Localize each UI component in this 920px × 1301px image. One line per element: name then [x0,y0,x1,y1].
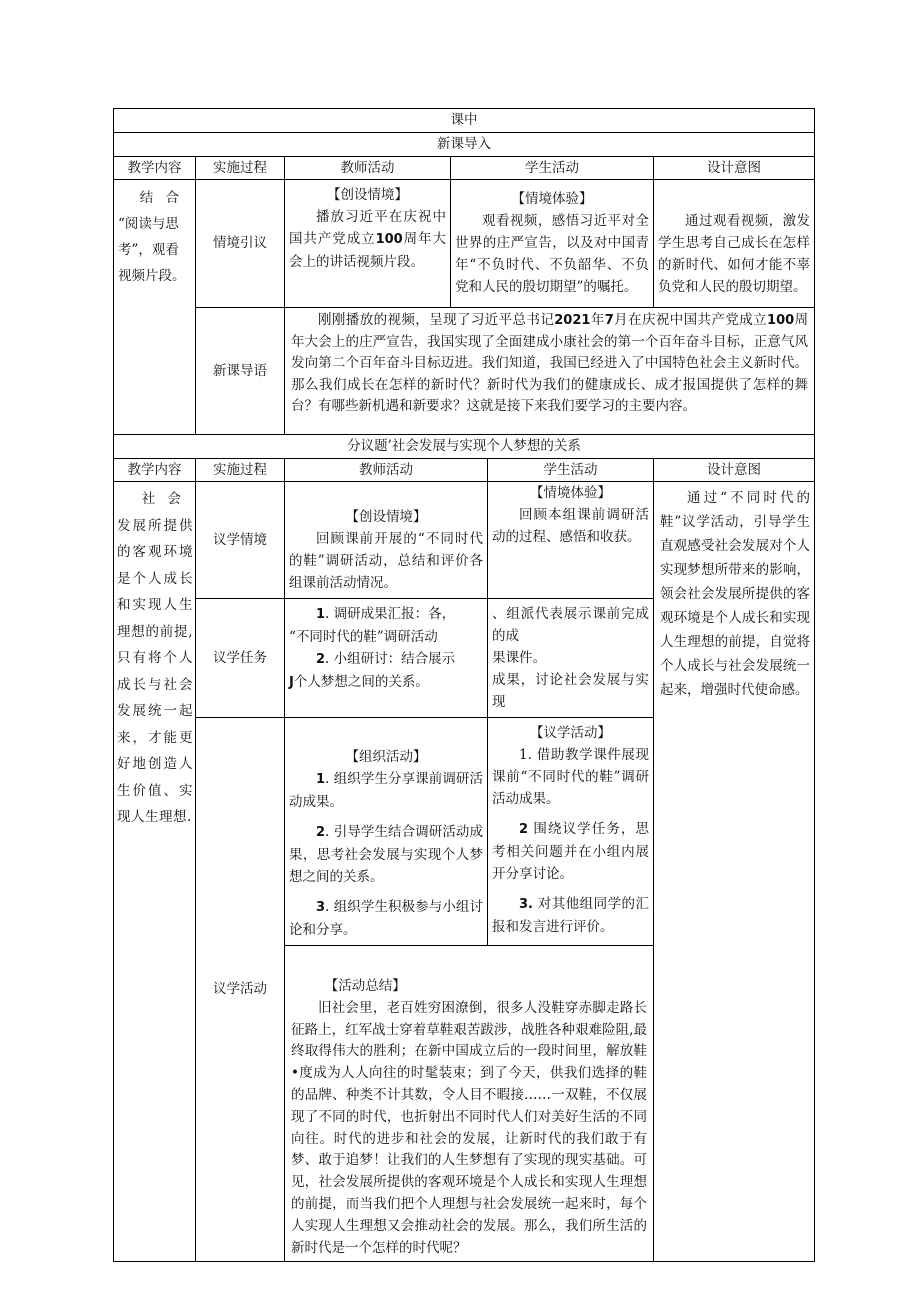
teacher-activity-cell [285,180,451,308]
process-yixue-renwu: 议学任务 [196,599,285,718]
header-student: 学生活动 [488,459,654,482]
intro-speech-text: 刚刚播放的视频，呈现了习近平总书记2021年7月在庆祝中国共产党成立100周年大会上的庄严宣告，我国实现了全面建成小康社会的第一个百年奋斗目标，正意气风发向第二个百年奋斗目标迈进。我们知道，我国已经进入了中国特色社会主义新时代。那么我们成长在怎样的新时代？新时代为我们的健康成长、成才报国提供了怎样的舞台？有哪些新机遇和新要求？这就是接下来我们要学习的主要内容。 [291,312,809,414]
teacher-activity-text: 回顾课前开展的“不同时代的鞋”调研活动，总结和评价各组课前活动情况。 [289,531,483,591]
activity-summary-cell [285,946,654,1262]
student-activity-text: 回顾本组课前调研活动的过程、感悟和收获。 [492,507,649,545]
part1-content-line: 视频片段。 [118,268,186,284]
teacher-activity-text: 播放习近平在庆祝中国共产党成立100周年大会上的讲话视频片段。 [289,209,447,270]
process-yixue-qingjing: 议学情境 [196,482,285,599]
task-item-2-cont: J个人梦想之间的关系。 [289,674,429,690]
process-qingjing-yinyi: 情境引议 [196,180,285,308]
lesson-plan-table [113,108,815,1262]
part1-title: 新课导入 [114,133,815,157]
part2-title: 分议题’社会发展与实现个人梦想的关系 [114,435,815,459]
task-item-2: 2. 小组研讨：结合展示 [316,651,456,667]
design-intent-text: 通过观看视频，激发学生思考自己成长在怎样的新时代、如何才能不辜负党和人民的殷切期望。 [658,213,811,295]
task-student-cell [488,599,654,718]
header-teacher: 教师活动 [285,459,488,482]
task-student-line: 、组派代表展示课前完成的成 [492,606,649,644]
header-student: 学生活动 [451,157,654,180]
student-activity-text: 观看视频，感悟习近平对全世界的庄严宣告，以及对中国青年“不负时代、不负韶华、不负党和人民的殷切期望”的嘱托。 [455,213,649,295]
task-item-1-cont: “不同时代的鞋”调研活动 [289,629,438,645]
design-intent-cell [654,180,815,308]
teacher-activity-title: 【创设情境】 [327,187,408,203]
process-yixue-huodong: 议学活动 [196,718,285,1262]
task-item-1: 1. 调研成果汇报：各， [316,606,456,622]
discussion-item: 2 围绕议学任务，思考相关问题并在小组内展开分享讨论。 [492,821,649,882]
header-process: 实施过程 [196,157,285,180]
task-student-line: 成果，讨论社会发展与实现 [492,672,649,710]
header-intent: 设计意图 [654,459,815,482]
section-title: 课中 [114,109,815,133]
part2-content-cell [114,482,196,1262]
header-content: 教学内容 [114,157,196,180]
header-process: 实施过程 [196,459,285,482]
organize-item: 2. 引导学生结合调研活动成果，思考社会发展与实现个人梦想之间的关系。 [289,824,483,885]
part1-content-cell [114,180,196,435]
discussion-item: 3. 对其他组同学的汇报和发言进行评价。 [492,896,649,935]
part1-content-line: 考”，观看 [118,242,179,258]
design-intent-cell [654,482,815,1262]
discussion-activity-cell [488,718,654,946]
part2-content-text: 发展所提供的客观环境是个人成长和实现人生理想的前提,只有将个人成长与社会发展统一起来，才能更好地创造人生价值、实现人生理想. [117,517,193,825]
student-activity-cell [451,180,654,308]
discussion-item: 1. 借助教学课件展现课前“不同时代的鞋”调研活动成果。 [492,747,649,807]
task-student-line: 果课件。 [492,650,546,666]
header-teacher: 教师活动 [285,157,451,180]
header-intent: 设计意图 [654,157,815,180]
discussion-activity-title: 【议学活动】 [530,725,611,741]
teacher-activity-title: 【创设情境】 [345,509,427,525]
process-xinke-daoyu: 新课导语 [196,308,285,435]
design-intent-text: 通过“不同时代的鞋”议学活动，引导学生直观感受社会发展对个人实现梦想所带来的影响，领会社会发展所提供的客观环境是个人成长和实现人生理想的前提，自觉将个人成长与社会发展统一起来，增强时代使命感。 [660,490,811,698]
part1-content-line: 结 合 [139,190,183,206]
activity-summary-title: 【活动总结】 [324,978,406,994]
student-activity-cell [488,482,654,599]
organize-item: 3. 组织学生积极参与小组讨论和分享。 [289,899,483,938]
organize-activity-title: 【组织活动】 [345,749,427,765]
organize-item: 1. 组织学生分享课前调研活动成果。 [289,771,483,810]
part1-content-line: “阅读与思 [118,216,179,232]
task-teacher-cell [285,599,488,718]
header-content: 教学内容 [114,459,196,482]
intro-speech-cell [285,308,815,435]
teacher-activity-cell [285,482,488,599]
student-activity-title: 【情境体验】 [530,485,611,501]
student-activity-title: 【情境体验】 [511,191,593,207]
lesson-plan-sheet [113,108,814,1262]
activity-summary-text: 旧社会里，老百姓穷困潦倒，很多人没鞋穿赤脚走路长征路上，红军战士穿着草鞋艰苦跋涉，战胜各种艰难险阻,最终取得伟大的胜利；在新中国成立后的一段时间里，解放鞋•度成为人人向往的时髦装束；到了今天，供我们选择的鞋的品牌、种类不计其数，令人目不暇接……一双鞋，不仅展现了不同的时代，也折射出不同时代人们对美好生活的不同向往。时代的进步和社会的发展，让新时代的我们敢于有梦、敢于追梦！让我们的人生梦想有了实现的现实基础。可见，社会发展所提供的客观环境是个人成长和实现人生理想的前提，而当我们把个人理想与社会发展统一起来时，每个人实现人生理想又会推动社会的发展。那么，我们所生活的新时代是一个怎样的时代呢？ [291,999,647,1256]
organize-activity-cell [285,718,488,946]
part2-content-first: 社 会 [141,491,185,507]
